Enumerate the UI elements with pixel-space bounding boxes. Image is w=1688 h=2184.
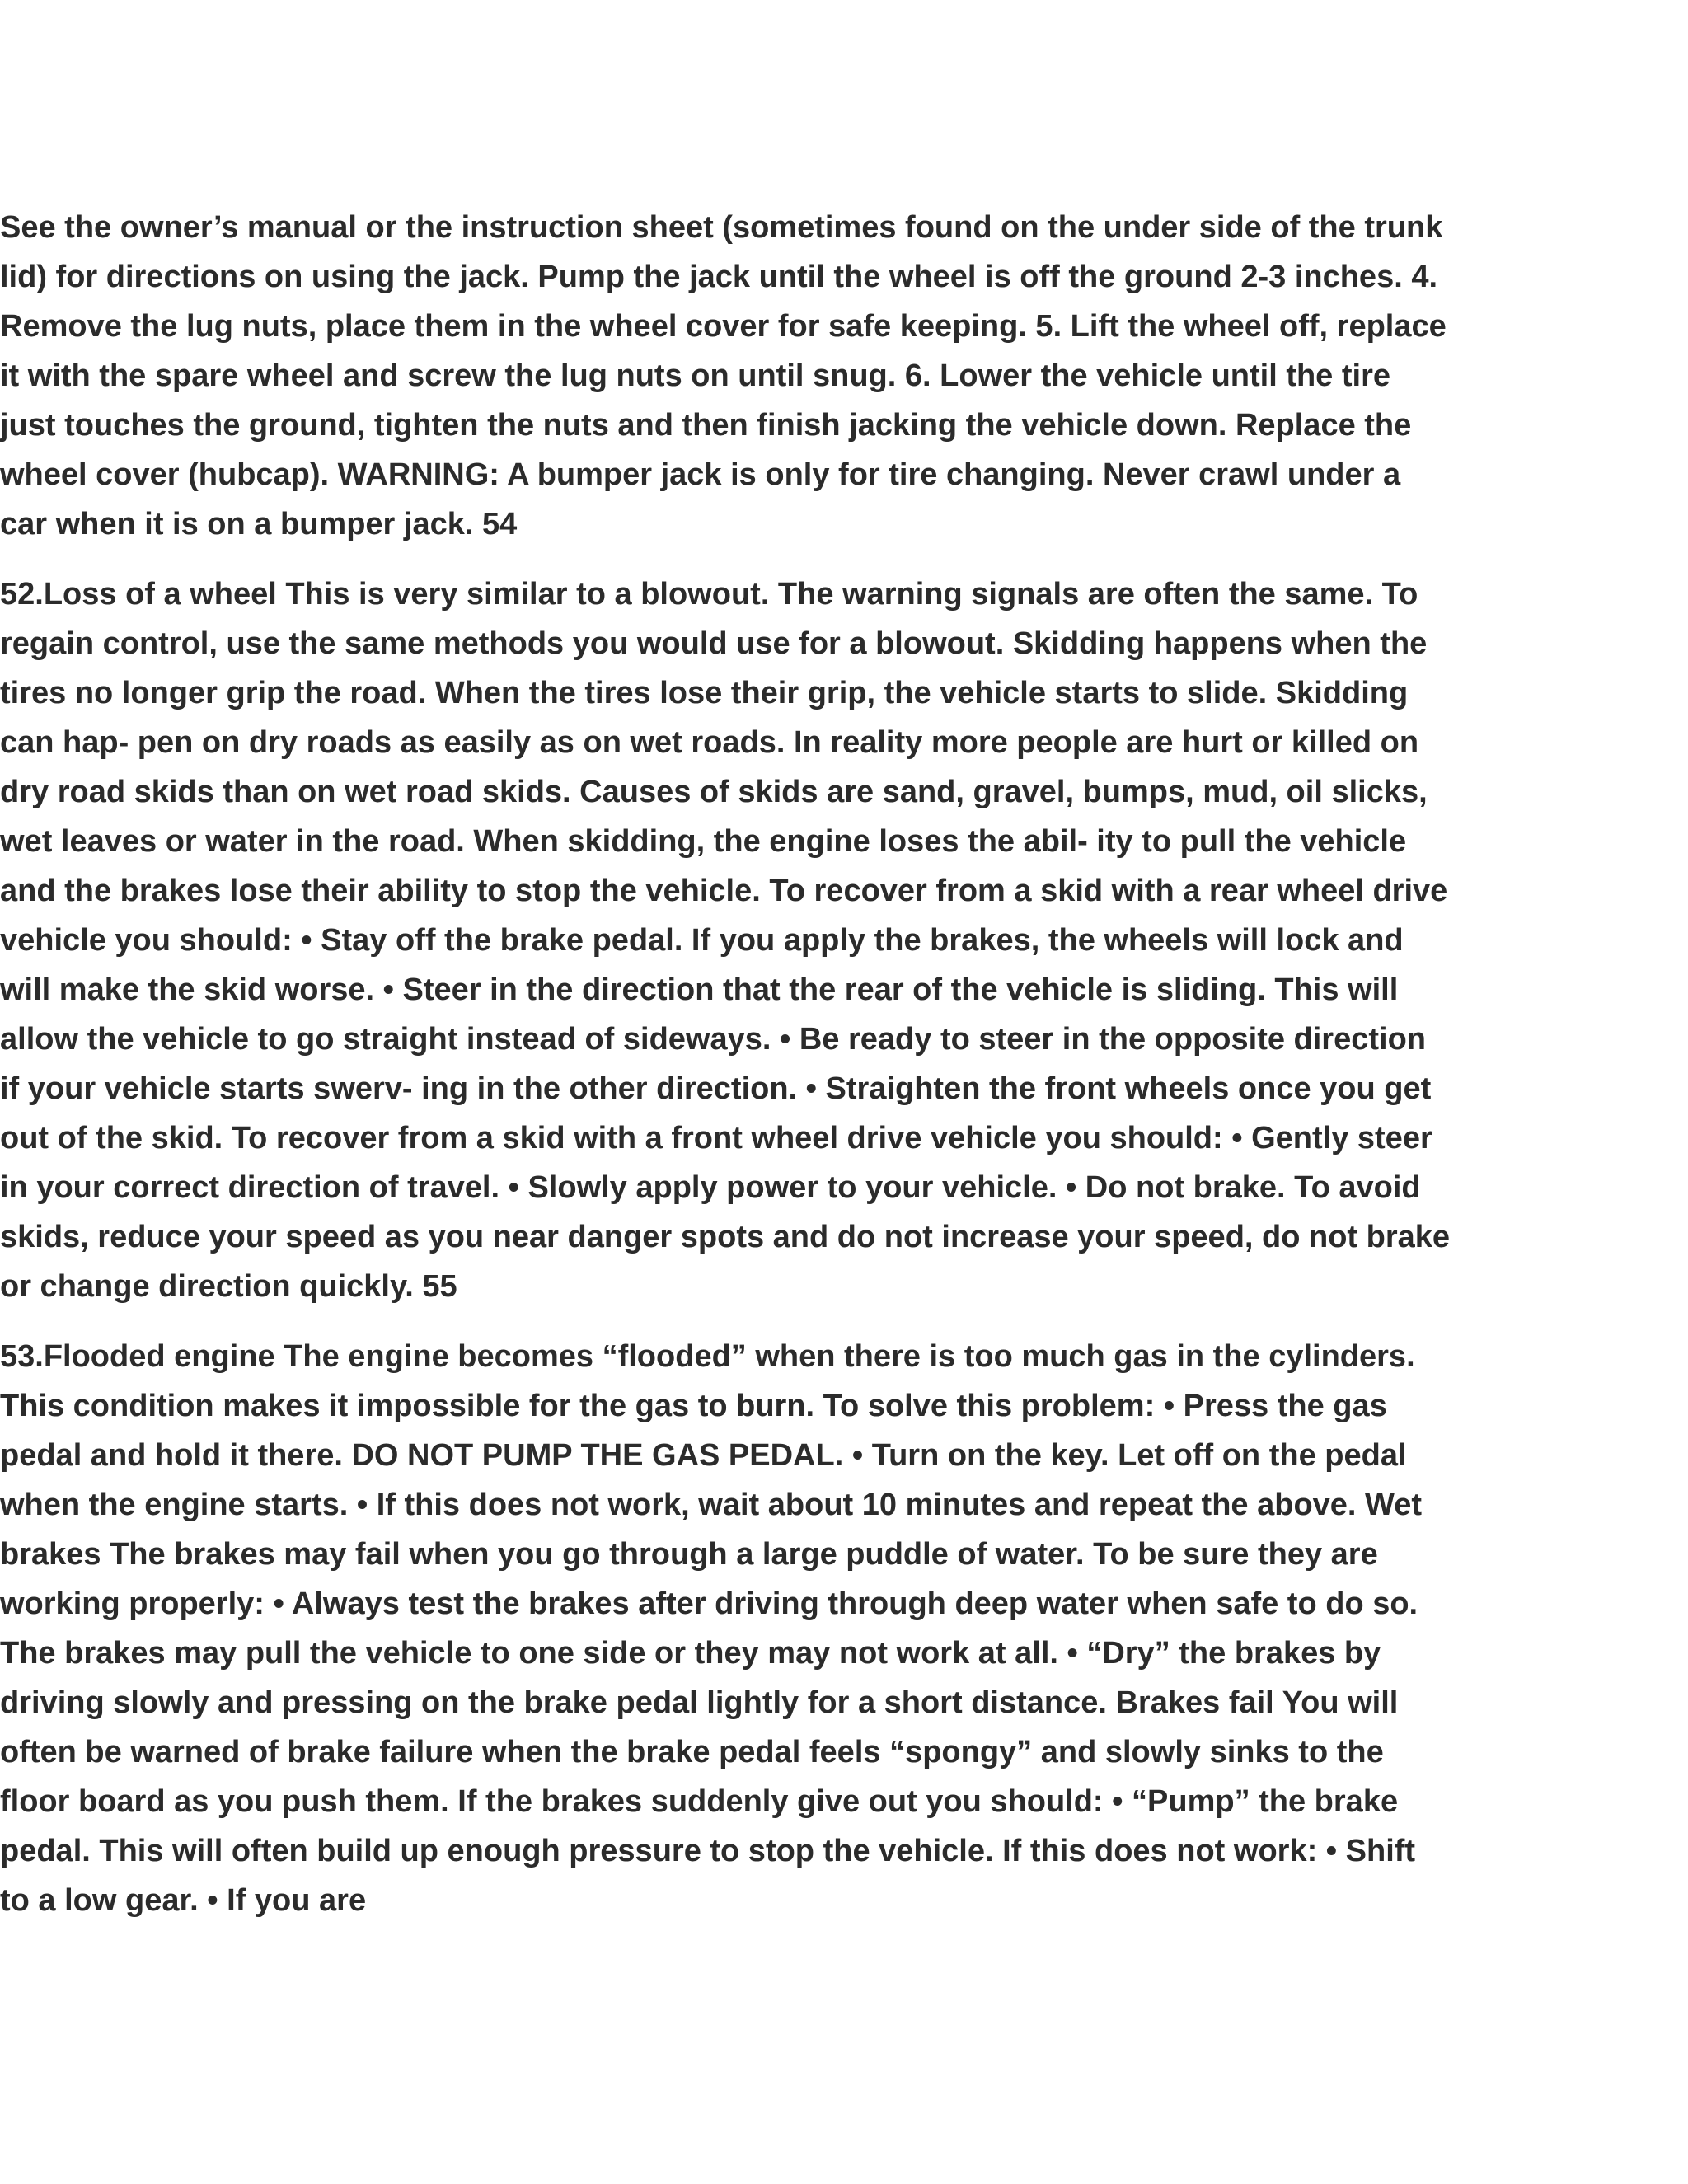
paragraph-loss-of-wheel-skidding: 52.Loss of a wheel This is very similar to a blowout. The warning signals are often the same. To regain control, use the same methods you would use for a blowout. Skidding happens when the tires no longer grip the road. When the tires lose their grip, the vehicle starts to slide. Skidding can hap- pen on dry roads as easily as on wet roads. In reality more people are hurt or killed on dry road skids than on wet road skids. Causes of skids are sand, gravel, bumps, mud, oil slicks, wet leaves or water in the road. When skidding, the engine loses the abil- ity to pull the vehicle and the brakes lose their ability to stop the vehicle. To recover from a skid with a rear wheel drive vehicle you should: • Stay off the brake pedal. If you apply the brakes, the wheels will lock and will make the skid worse. • Steer in the direction that the rear of the vehicle is sliding. This will allow the vehicle to go straight instead of sideways. • Be ready to steer in the opposite direction if your vehicle starts swerv- ing in the other direction. • Straighten the front wheels once you get out of the skid. To recover from a skid with a front wheel drive vehicle you should: • Gently steer in your correct direction of travel. • Slowly apply power to your vehicle. • Do not brake. To avoid skids, reduce your speed as you near danger spots and do not increase your speed, do not brake or change direction quickly. 55 — [0, 577, 1451, 1304]
paragraph-flooded-engine-brakes: 53.Flooded engine The engine becomes “flooded” when there is too much gas in the cylinders. This condition makes it impossible for the gas to burn. To solve this problem: • Press the gas pedal and hold it there. DO NOT PUMP THE GAS PEDAL. • Turn on the key. Let off on the pedal when the engine starts. • If this does not work, wait about 10 minutes and repeat the above. Wet brakes The brakes may fail when you go through a large puddle of water. To be sure they are working properly: • Always test the brakes after driving through deep water when safe to do so. The brakes may pull the vehicle to one side or they may not work at all. • “Dry” the brakes by driving slowly and pressing on the brake pedal lightly for a short distance. Brakes fail You will often be warned of brake failure when the brake pedal feels “spongy” and slowly sinks to the floor board as you push them. If the brakes suddenly give out you should: • “Pump” the brake pedal. This will often build up enough pressure to stop the vehicle. If this does not work: • Shift to a low gear. • If you are — [0, 1339, 1423, 1918]
paragraph-jack-instructions: See the owner’s manual or the instruction sheet (sometimes found on the under side of the trunk lid) for directions on using the jack. Pump the jack until the wheel is off the ground 2-3 inches. 4. Remove the lug nuts, place them in the wheel cover for safe keeping. 5. Lift the wheel off, replace it with the spare wheel and screw the lug nuts on until snug. 6. Lower the vehicle until the tire just touches the ground, tighten the nuts and then finish jacking the vehicle down. Replace the wheel cover (hubcap). WARNING: A bumper jack is only for tire changing. Never crawl under a car when it is on a bumper jack. 54 — [0, 210, 1447, 541]
document-body — [0, 203, 1451, 1946]
